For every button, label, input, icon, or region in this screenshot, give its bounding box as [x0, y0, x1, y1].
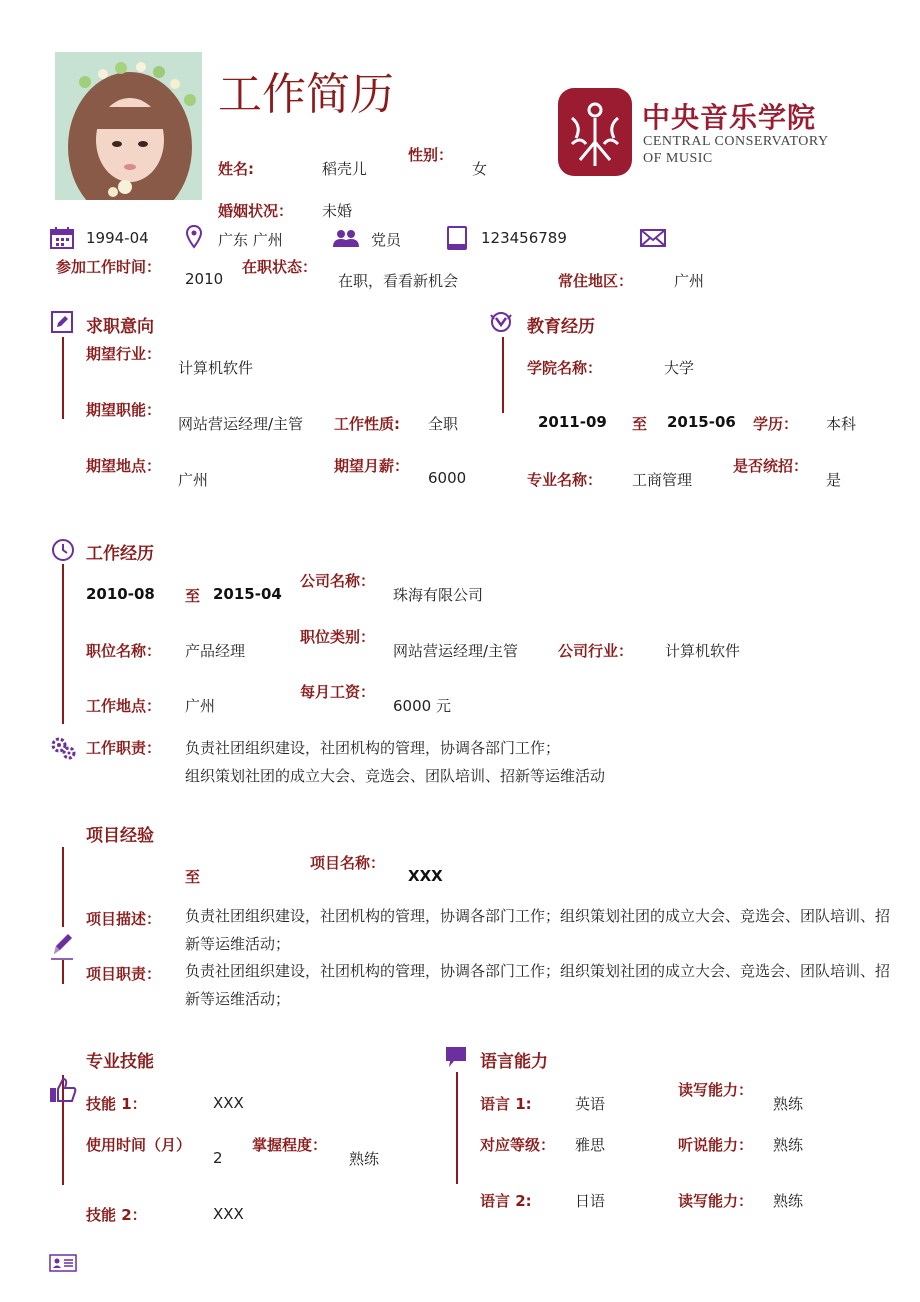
- intent-timeline: [62, 337, 64, 419]
- profile-photo: [55, 52, 202, 200]
- language-section-title: 语言能力: [480, 1052, 548, 1072]
- party-value: 党员: [371, 231, 402, 249]
- intent-section-title: 求职意向: [86, 317, 154, 337]
- skill2-value: XXX: [213, 1205, 244, 1223]
- work-timeline: [62, 564, 64, 724]
- work-to-label: 至: [185, 587, 201, 605]
- skill-time-value: 2: [213, 1149, 223, 1167]
- intent-place-value: 广州: [178, 471, 209, 489]
- work-duty-label: 工作职责：: [86, 739, 162, 757]
- birth-value: 1994-04: [86, 229, 149, 247]
- school-name-en-1: CENTRAL CONSERVATORY: [643, 134, 829, 149]
- work-place-label: 工作地点：: [86, 697, 162, 715]
- clock-icon: [51, 538, 75, 562]
- skill-time-label: 使用时间（月）: [86, 1136, 192, 1154]
- edu-degree-label: 学历：: [753, 415, 799, 433]
- award-medal-icon: [489, 311, 513, 333]
- pencil-icon: [50, 932, 74, 960]
- edu-start-date: 2011-09: [538, 413, 607, 431]
- skills-section-title: 专业技能: [86, 1052, 154, 1072]
- edu-school-value: 大学: [664, 359, 695, 377]
- edu-school-label: 学院名称：: [527, 359, 603, 377]
- intent-salary-value: 6000: [428, 469, 467, 487]
- edu-end-date: 2015-06: [667, 413, 736, 431]
- intent-industry-label: 期望行业：: [86, 345, 162, 363]
- start-work-value: 2010: [185, 270, 224, 288]
- work-company-value: 珠海有限公司: [393, 586, 484, 604]
- lang-cert-value: 雅思: [575, 1136, 606, 1154]
- work-job-label: 职位名称：: [86, 642, 162, 660]
- work-company-label: 公司名称：: [300, 572, 376, 590]
- start-work-label: 参加工作时间：: [56, 258, 162, 276]
- project-duty-label: 项目职责：: [86, 965, 162, 983]
- lang2-label: 语言 2:: [480, 1192, 532, 1210]
- thumbs-up-icon: [49, 1077, 77, 1103]
- phone-icon: [447, 226, 467, 250]
- marital-value: 未婚: [322, 202, 353, 220]
- education-section-title: 教育经历: [527, 317, 595, 337]
- work-salary-value: 6000 元: [393, 697, 451, 715]
- school-name-cn: 中央音乐学院: [642, 101, 817, 134]
- project-duty-value: 负责社团组织建设，社团机构的管理，协调各部门工作；组织策划社团的成立大会、竞选会、团队培训、招新等运维活动；: [185, 962, 891, 1008]
- work-end-date: 2015-04: [213, 585, 282, 603]
- calendar-icon: [50, 227, 74, 249]
- status-label: 在职状态：: [242, 258, 318, 276]
- skill1-value: XXX: [213, 1094, 244, 1112]
- intent-industry-value: 计算机软件: [178, 359, 254, 377]
- lang1-label: 语言 1:: [480, 1095, 532, 1113]
- skill1-label: 技能 1：: [86, 1095, 147, 1113]
- project-timeline-top: [62, 847, 64, 927]
- speech-bubble-icon: [445, 1046, 467, 1068]
- work-section-title: 工作经历: [86, 544, 154, 564]
- edu-major-label: 专业名称：: [527, 471, 603, 489]
- gender-value: 女: [472, 160, 488, 178]
- lang2-value: 日语: [575, 1192, 606, 1210]
- intent-place-label: 期望地点：: [86, 457, 162, 475]
- project-name-label: 项目名称：: [310, 854, 386, 872]
- location-pin-icon: [186, 225, 202, 249]
- work-start-date: 2010-08: [86, 585, 155, 603]
- lang-cert-label: 对应等级：: [480, 1136, 556, 1154]
- gears-icon: [50, 736, 76, 760]
- lang-ls-value: 熟练: [773, 1136, 804, 1154]
- project-name-value: XXX: [408, 867, 443, 885]
- lang2-rw-label: 读写能力：: [678, 1192, 754, 1210]
- intent-position-label: 期望职能：: [86, 401, 162, 419]
- lang1-rw-label: 读写能力：: [678, 1081, 754, 1099]
- residence-value: 广州: [674, 272, 705, 290]
- status-value: 在职，看看新机会: [338, 272, 459, 290]
- project-to-label: 至: [185, 868, 201, 886]
- work-place-value: 广州: [185, 697, 216, 715]
- work-salary-label: 每月工资：: [300, 683, 376, 701]
- school-name-en-2: OF MUSIC: [643, 151, 713, 166]
- edu-unified-value: 是: [826, 471, 842, 489]
- skill-level-label: 掌握程度：: [252, 1136, 328, 1154]
- residence-label: 常住地区：: [558, 272, 634, 290]
- lang-ls-label: 听说能力：: [678, 1136, 754, 1154]
- intent-salary-label: 期望月薪：: [334, 457, 410, 475]
- lang1-value: 英语: [575, 1095, 606, 1113]
- education-timeline: [502, 337, 504, 413]
- skill-level-value: 熟练: [349, 1150, 380, 1168]
- intent-position-value: 网站营运经理/主管: [178, 415, 304, 433]
- work-category-value: 网站营运经理/主管: [393, 642, 519, 660]
- work-duty-line-1: 负责社团组织建设，社团机构的管理，协调各部门工作；: [185, 739, 561, 757]
- edit-note-icon: [51, 311, 73, 333]
- phone-value: 123456789: [481, 229, 567, 247]
- project-desc-value: 负责社团组织建设，社团机构的管理，协调各部门工作；组织策划社团的成立大会、竞选会、团队培训、招新等运维活动；: [185, 907, 891, 953]
- project-timeline-bottom: [62, 960, 64, 984]
- project-section-title: 项目经验: [86, 826, 154, 846]
- people-icon: [333, 229, 359, 247]
- lang1-rw-value: 熟练: [773, 1095, 804, 1113]
- intent-worktype-label: 工作性质:: [334, 415, 400, 433]
- edu-unified-label: 是否统招：: [733, 457, 809, 475]
- edu-to-label: 至: [632, 415, 648, 433]
- gender-label: 性别：: [408, 146, 454, 164]
- id-card-icon: [49, 1254, 77, 1272]
- name-value: 稻壳儿: [322, 160, 368, 178]
- work-industry-label: 公司行业：: [558, 642, 634, 660]
- email-icon: [640, 229, 666, 247]
- portrait-image: [55, 52, 202, 200]
- skill2-label: 技能 2：: [86, 1206, 147, 1224]
- location-value: 广东 广州: [218, 231, 283, 249]
- language-timeline: [456, 1072, 458, 1184]
- project-desc-label: 项目描述：: [86, 910, 162, 928]
- work-duty-line-2: 组织策划社团的成立大会、竞选会、团队培训、招新等运维活动: [185, 767, 606, 785]
- name-label: 姓名:: [218, 160, 254, 178]
- work-job-value: 产品经理: [185, 642, 246, 660]
- school-logo-icon: [558, 88, 632, 176]
- edu-degree-value: 本科: [826, 415, 857, 433]
- marital-label: 婚姻状况：: [218, 202, 294, 220]
- work-category-label: 职位类别：: [300, 628, 376, 646]
- work-industry-value: 计算机软件: [665, 642, 741, 660]
- page-title: 工作简历: [218, 69, 394, 120]
- edu-major-value: 工商管理: [632, 471, 693, 489]
- lang2-rw-value: 熟练: [773, 1192, 804, 1210]
- intent-worktype-value: 全职: [428, 415, 459, 433]
